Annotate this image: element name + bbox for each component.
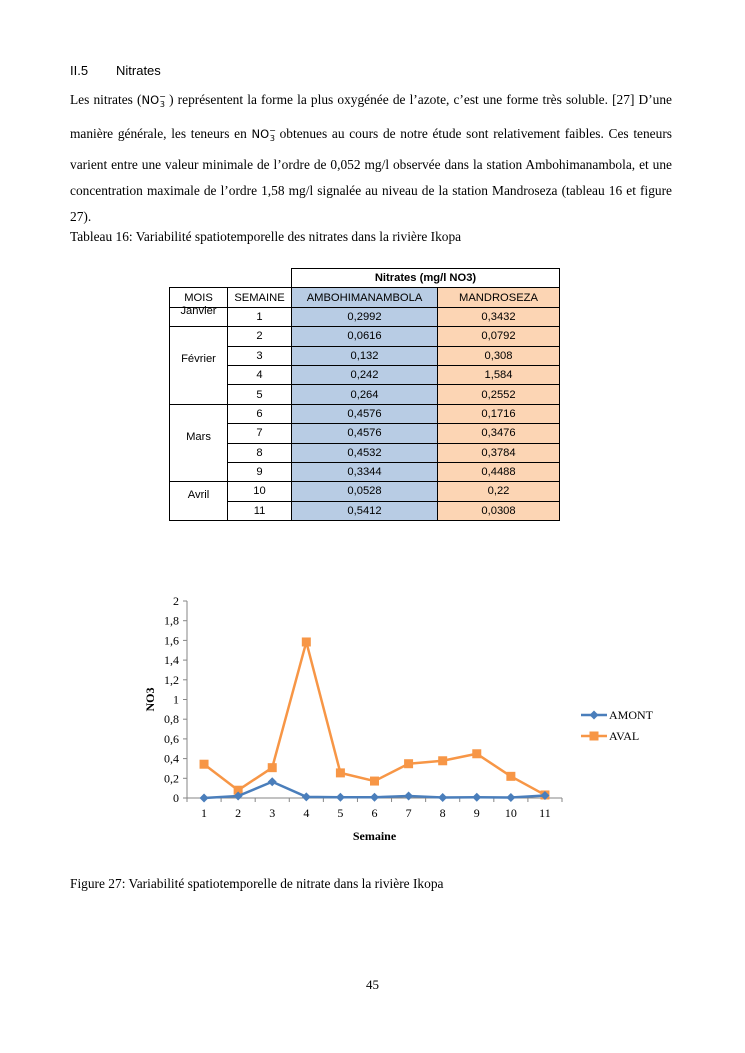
week-cell: 8 <box>228 443 292 462</box>
y-tick-label: 1,4 <box>164 653 179 668</box>
data-point-aval <box>268 763 277 772</box>
table-header-row <box>170 288 560 307</box>
data-point-amont <box>506 793 515 802</box>
y-tick-label: 1,8 <box>164 613 179 628</box>
nitrate-formula: $NO^-_3$ <box>141 92 166 110</box>
mandro-value: 0,0792 <box>438 327 560 346</box>
page-number: 45 <box>366 977 379 992</box>
week-cell: 3 <box>228 346 292 365</box>
ambo-value: 0,5412 <box>292 501 438 520</box>
month-cell: Février <box>170 327 228 405</box>
y-tick-label: 1,6 <box>164 633 179 648</box>
data-point-amont <box>404 792 413 801</box>
month-cell: Avril <box>170 482 228 521</box>
week-cell: 1 <box>228 307 292 326</box>
week-cell: 11 <box>228 501 292 520</box>
table-row <box>170 365 560 384</box>
data-point-amont <box>438 793 447 802</box>
y-tick-label: 0 <box>173 791 179 805</box>
data-point-aval <box>200 760 209 769</box>
ambo-value: 0,4576 <box>292 404 438 423</box>
y-tick-label: 0,8 <box>164 712 179 727</box>
y-tick-label: 0,6 <box>164 731 179 746</box>
ambo-value: 0,4576 <box>292 424 438 443</box>
ambo-value: 0,264 <box>292 385 438 404</box>
mandro-value: 0,3476 <box>438 424 560 443</box>
table-row <box>170 346 560 365</box>
mandro-value: 1,584 <box>438 365 560 384</box>
mandro-value: 0,4488 <box>438 462 560 481</box>
legend-marker-aval <box>590 732 599 741</box>
section-heading <box>70 63 161 78</box>
table-row <box>170 482 560 501</box>
data-point-aval <box>302 637 311 646</box>
y-axis-title: NO3 <box>143 687 157 712</box>
table-row <box>170 385 560 404</box>
section-title: Nitrates <box>116 63 161 78</box>
data-point-aval <box>472 749 481 758</box>
mandro-value: 0,2552 <box>438 385 560 404</box>
table-row <box>170 327 560 346</box>
data-point-aval <box>506 772 515 781</box>
nitrate-formula: $NO^-_3$ <box>251 126 276 144</box>
data-point-aval <box>370 777 379 786</box>
table-row <box>170 443 560 462</box>
week-cell: 10 <box>228 482 292 501</box>
week-cell: 6 <box>228 404 292 423</box>
y-tick-label: 2 <box>173 594 179 608</box>
nitrate-line-chart <box>140 592 680 854</box>
mandro-value: 0,3432 <box>438 307 560 326</box>
group-header: Nitrates (mg/l NO3) <box>292 269 560 288</box>
y-tick-label: 1 <box>173 692 179 707</box>
paragraph-text-1: Les nitrates ( <box>70 91 142 107</box>
data-point-aval <box>404 759 413 768</box>
table-row <box>170 424 560 443</box>
data-point-amont <box>268 777 277 786</box>
ambo-value: 0,132 <box>292 346 438 365</box>
table-row <box>170 501 560 520</box>
nitrate-table <box>169 268 560 521</box>
x-tick-label: 1 <box>201 806 208 820</box>
month-cell: Janvier <box>170 307 228 326</box>
legend-label-aval: AVAL <box>609 729 640 743</box>
y-tick-label: 0,4 <box>164 751 179 766</box>
x-tick-label: 3 <box>269 806 276 820</box>
section-number: II.5 <box>70 63 89 78</box>
intro-paragraph <box>70 84 672 230</box>
data-point-amont <box>370 793 379 802</box>
x-tick-label: 6 <box>371 806 378 820</box>
series-line-aval <box>204 642 545 795</box>
table-row <box>170 404 560 423</box>
data-point-amont <box>336 793 345 802</box>
header-mois: MOIS <box>170 288 228 307</box>
ambo-value: 0,0528 <box>292 482 438 501</box>
paragraph-text-3: obtenues au cours de notre étude sont relativement faibles. Ces teneurs varient entre une valeur minimale de l’ordre de 0,052 mg/l observée dans la station Ambohimanambola, et une concentration maximale de l’ordre 1,58 mg/l signalée au niveau de la station Mandroseza (tableau 16 et figure 27). <box>70 125 672 225</box>
x-tick-label: 5 <box>337 806 344 820</box>
legend-marker-amont <box>590 711 599 720</box>
week-cell: 9 <box>228 462 292 481</box>
x-tick-label: 8 <box>439 806 446 820</box>
x-axis-title: Semaine <box>352 829 397 843</box>
ambo-value: 0,4532 <box>292 443 438 462</box>
mandro-value: 0,22 <box>438 482 560 501</box>
y-tick-label: 1,2 <box>164 672 179 687</box>
week-cell: 7 <box>228 424 292 443</box>
ambo-value: 0,3344 <box>292 462 438 481</box>
mandro-value: 0,0308 <box>438 501 560 520</box>
mandro-value: 0,1716 <box>438 404 560 423</box>
table-caption: Tableau 16: Variabilité spatiotemporelle des nitrates dans la rivière Ikopa <box>70 229 462 244</box>
mandro-value: 0,3784 <box>438 443 560 462</box>
paragraph-text-2: ) représentent la forme la plus oxygénée de l’azote, c’est une forme très soluble. [27] D’une manière générale, les teneurs en <box>70 91 673 141</box>
x-tick-label: 4 <box>303 806 310 820</box>
header-ambohimanambola: AMBOHIMANAMBOLA <box>292 288 438 307</box>
table-row <box>170 307 560 326</box>
week-cell: 4 <box>228 365 292 384</box>
data-point-amont <box>200 794 209 803</box>
mandro-value: 0,308 <box>438 346 560 365</box>
x-tick-label: 9 <box>473 806 480 820</box>
table-row <box>170 462 560 481</box>
x-tick-label: 10 <box>504 806 517 820</box>
x-tick-label: 7 <box>405 806 412 820</box>
figure-caption: Figure 27: Variabilité spatiotemporelle de nitrate dans la rivière Ikopa <box>70 876 444 891</box>
week-cell: 2 <box>228 327 292 346</box>
legend-label-amont: AMONT <box>609 708 653 722</box>
data-point-aval <box>336 768 345 777</box>
ambo-value: 0,0616 <box>292 327 438 346</box>
month-cell: Mars <box>170 404 228 482</box>
header-mandroseza: MANDROSEZA <box>438 288 560 307</box>
data-point-amont <box>302 792 311 801</box>
week-cell: 5 <box>228 385 292 404</box>
ambo-value: 0,242 <box>292 365 438 384</box>
y-tick-label: 0,2 <box>164 771 179 786</box>
x-tick-label: 11 <box>539 806 551 820</box>
x-tick-label: 2 <box>235 806 242 820</box>
data-point-aval <box>438 756 447 765</box>
ambo-value: 0,2992 <box>292 307 438 326</box>
data-point-amont <box>472 793 481 802</box>
header-semaine: SEMAINE <box>228 288 292 307</box>
table-group-header-row <box>170 269 560 288</box>
